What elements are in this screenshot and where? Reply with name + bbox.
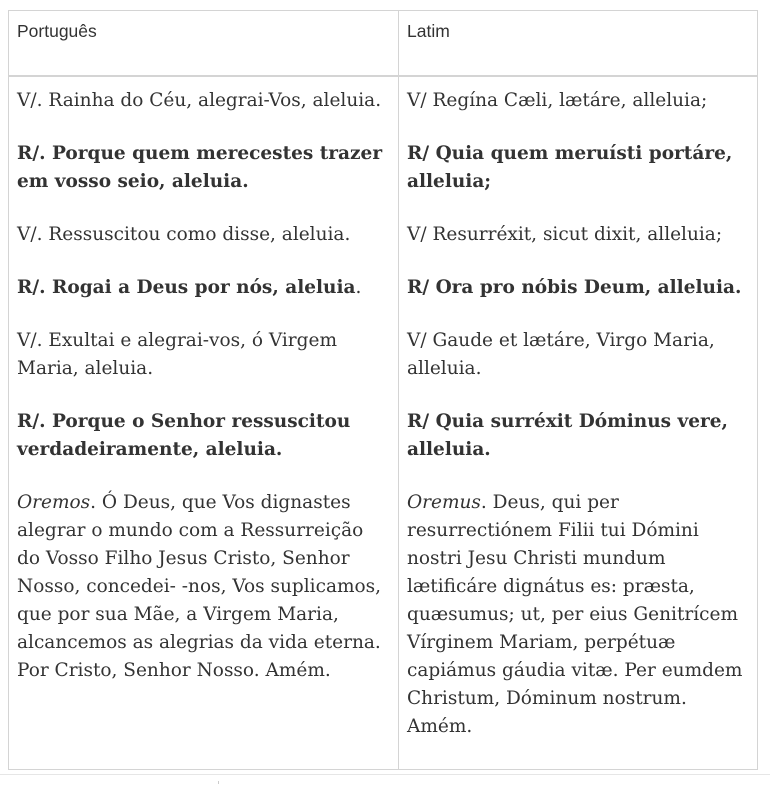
- footer-mark: [218, 781, 219, 784]
- latim-response-1: R/ Quia quem meruísti portáre, alleluia;: [407, 143, 733, 192]
- prayer-table: [8, 10, 758, 770]
- portugues-response-1: R/. Porque quem merecestes trazer em vosso seio, aleluia.: [17, 143, 383, 192]
- portugues-versicle-3: V/. Exultai e alegrai-vos, ó Virgem Maria, aleluia.: [17, 330, 337, 379]
- portugues-oration-lead: Oremos: [17, 492, 91, 513]
- portugues-versicle-1: V/. Rainha do Céu, alegrai-Vos, aleluia.: [17, 90, 382, 111]
- column-portugues: [9, 77, 399, 769]
- header-latim: Latim: [399, 11, 758, 77]
- latim-oration-lead: Oremus: [407, 492, 481, 513]
- latim-versicle-3: V/ Gaude et lætáre, Virgo Maria, alleluia.: [407, 330, 715, 379]
- latim-response-2: R/ Ora pro nóbis Deum, alleluia.: [407, 277, 742, 298]
- latim-oration: [407, 489, 750, 741]
- footer-divider: [0, 774, 770, 775]
- portugues-response-2-text: R/. Rogai a Deus por nós, aleluia: [17, 277, 356, 298]
- column-latim: [399, 77, 758, 769]
- portugues-response-2: [17, 274, 390, 302]
- latim-versicle-1: V/ Regína Cæli, lætáre, alleluia;: [407, 90, 708, 111]
- portugues-versicle-2: V/. Ressuscitou como disse, aleluia.: [17, 224, 351, 245]
- portugues-oration-text: . Ó Deus, que Vos dignastes alegrar o mundo com a Ressurreição do Vosso Filho Jesus Cristo, Senhor Nosso, concedei- -nos, Vos suplicamos, que por sua Mãe, a Virgem Maria, alcancemos as alegrias da vida eterna. Por Cristo, Senhor Nosso. Amém.: [17, 492, 382, 681]
- portugues-oration: [17, 489, 390, 685]
- latim-oration-text: . Deus, qui per resurrectiónem Filii tui Dómini nostri Jesu Christi mundum lætificáre dignátus es: præsta, quæsumus; ut, per eius Genitrícem Vírginem Mariam, perpétuæ capiámus gáudia vitæ. Per eumdem Christum, Dóminum nostrum. Amém.: [407, 492, 743, 737]
- portugues-response-3: R/. Porque o Senhor ressuscitou verdadeiramente, aleluia.: [17, 411, 351, 460]
- portugues-response-2-period: .: [355, 277, 362, 298]
- latim-versicle-2: V/ Resurréxit, sicut dixit, alleluia;: [407, 224, 723, 245]
- header-portugues: Português: [9, 11, 399, 77]
- latim-response-3: R/ Quia surréxit Dóminus vere, alleluia.: [407, 411, 728, 460]
